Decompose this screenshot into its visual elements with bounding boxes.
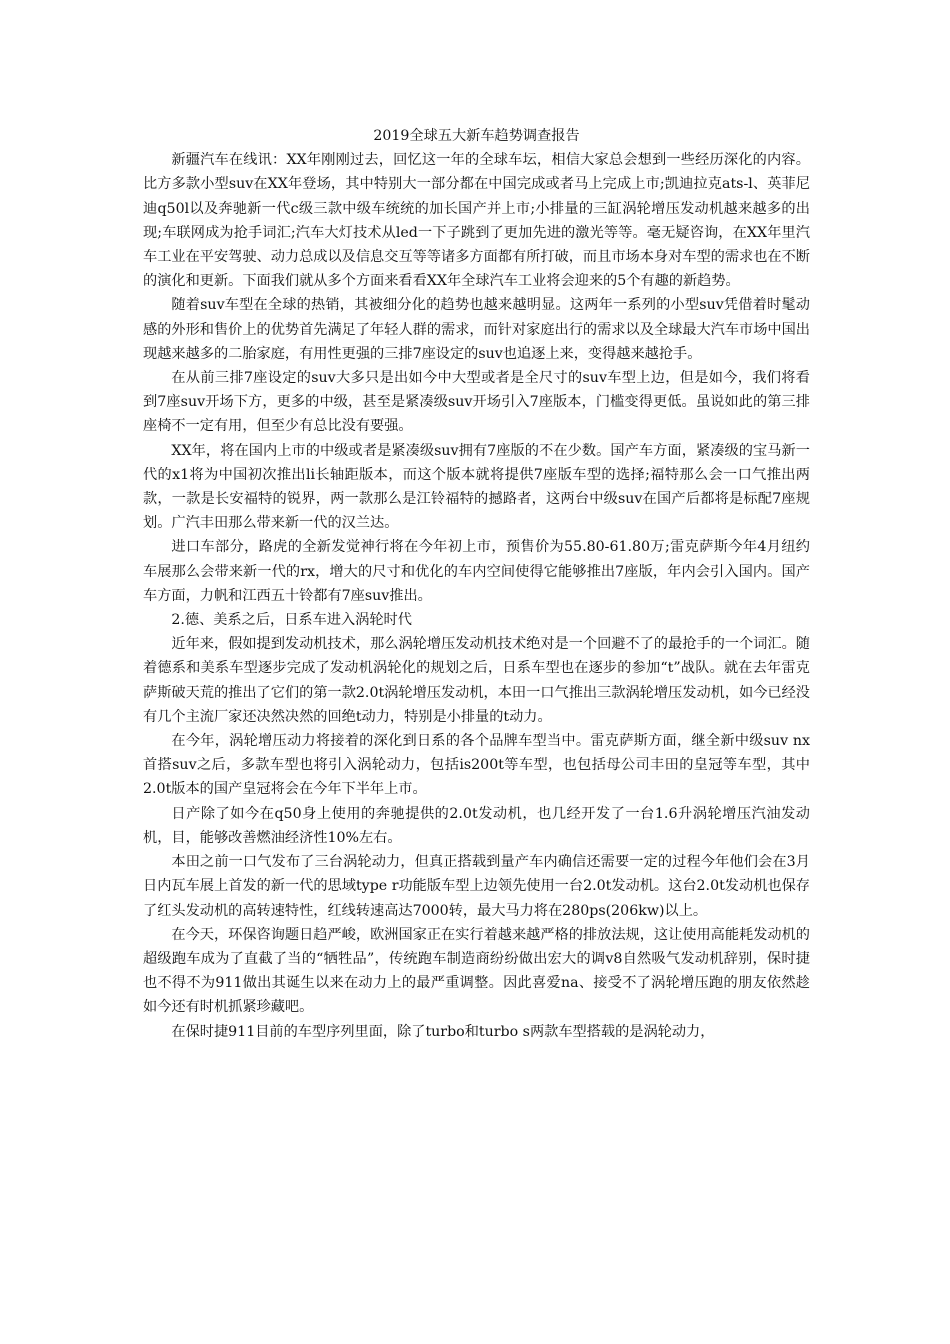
paragraph-suv-trend: 随着suv车型在全球的热销，其被细分化的趋势也越来越明显。这两年一系列的小型suv凭借着时髦动感的外形和售价上的优势首先满足了年轻人群的需求，而针对家庭出行的需求以及全球最大汽车市场中国出现越来越多的二胎家庭，有用性更强的三排7座设定的suv也追逐上来，变得越来越抢手。 — [143, 297, 810, 362]
paragraph-lexus-turbo: 在今年，涡轮增压动力将接着的深化到日系的各个品牌车型当中。雷克萨斯方面，继全新中级suv nx首搭suv之后，多款车型也将引入涡轮动力，包括is200t等车型，也包括母公司丰田的皇冠等车型，其中2.0t版本的国产皇冠将会在今年下半年上市。 — [143, 733, 810, 798]
paragraph-imported-models: 进口车部分，路虎的全新发觉神行将在今年初上市，预售价为55.80-61.80万;雷克萨斯今年4月纽约车展那么会带来新一代的rx，增大的尺寸和优化的车内空间使得它能够推出7座版，年内会引入国内。国产车方面，力帆和江西五十铃都有7座suv推出。 — [143, 539, 810, 604]
paragraph-domestic-models: XX年，将在国内上市的中级或者是紧凑级suv拥有7座版的不在少数。国产车方面，紧凑级的宝马新一代的x1将为中国初次推出li长轴距版本，而这个版本就将提供7座版车型的选择;福特那么会一口气推出两款，一款是长安福特的锐界，两一款那么是江铃福特的撼路者，这两台中级suv在国产后都将是标配7座规划。广汽丰田那么带来新一代的汉兰达。 — [143, 442, 810, 532]
document-title: 2019全球五大新车趋势调查报告 — [373, 128, 580, 144]
paragraph-intro: 新疆汽车在线讯：XX年刚刚过去，回忆这一年的全球车坛，相信大家总会想到一些经历深化的内容。比方多款小型suv在XX年登场，其中特别大一部分都在中国完成或者马上完成上市;凯迪拉克ats-l、英菲尼迪q50l以及奔驰新一代c级三款中级车统统的加长国产并上市;小排量的三缸涡轮增压发动机越来越多的出现;车联网成为抢手词汇;汽车大灯技术从led一下子跳到了更加先进的激光等等。毫无疑咨询，在XX年里汽车工业在平安驾驶、动力总成以及信息交互等等诸多方面都有所打破，而且市场本身对车型的需求也在不断的演化和更新。下面我们就从多个方面来看看XX年全球汽车工业将会迎来的5个有趣的新趋势。 — [143, 152, 810, 290]
paragraph-turbo-tech: 近年来，假如提到发动机技术，那么涡轮增压发动机技术绝对是一个回避不了的最抢手的一个词汇。随着德系和美系车型逐步完成了发动机涡轮化的规划之后，日系车型也在逐步的参加“t”战队。就在去年雷克萨斯破天荒的推出了它们的第一款2.0t涡轮增压发动机，本田一口气推出三款涡轮增压发动机，如今已经没有几个主流厂家还决然决然的回绝t动力，特别是小排量的t动力。 — [143, 636, 810, 725]
section-heading-turbo: 2.德、美系之后，日系车进入涡轮时代 — [171, 612, 412, 629]
paragraph-porsche-911: 在保时捷911目前的车型序列里面，除了turbo和turbo s两款车型搭载的是涡轮动力， — [171, 1023, 715, 1040]
document-page — [143, 124, 810, 1044]
paragraph-honda-turbo: 本田之前一口气发布了三台涡轮动力，但真正搭载到量产车内确信还需要一定的过程今年他们会在3月日内瓦车展上首发的新一代的思域type r功能版车型上边领先使用一台2.0t发动机。这台2.0t发动机也保存了红头发动机的高转速特性，红线转速高达7000转，最大马力将在280ps(206kw)以上。 — [143, 854, 810, 919]
paragraph-seven-seat: 在从前三排7座设定的suv大多只是出如今中大型或者是全尺寸的suv车型上边，但是如今，我们将看到7座suv开场下方，更多的中级，甚至是紧凑级suv开场引入7座版本，门槛变得更低。虽说如此的第三排座椅不一定有用，但至少有总比没有要强。 — [143, 370, 810, 435]
paragraph-emissions: 在今天，环保咨询题日趋严峻，欧洲国家正在实行着越来越严格的排放法规，这让使用高能耗发动机的超级跑车成为了直截了当的“牺牲品”，传统跑车制造商纷纷做出宏大的调v8自然吸气发动机辞别，保时捷也不得不为911做出其诞生以来在动力上的最严重调整。因此喜爱na、接受不了涡轮增压跑的朋友依然趁如今还有时机抓紧珍藏吧。 — [143, 926, 810, 1016]
paragraph-nissan-turbo: 日产除了如今在q50身上使用的奔驰提供的2.0t发动机，也几经开发了一台1.6升涡轮增压汽油发动机，目，能够改善燃油经济性10%左右。 — [143, 805, 810, 846]
